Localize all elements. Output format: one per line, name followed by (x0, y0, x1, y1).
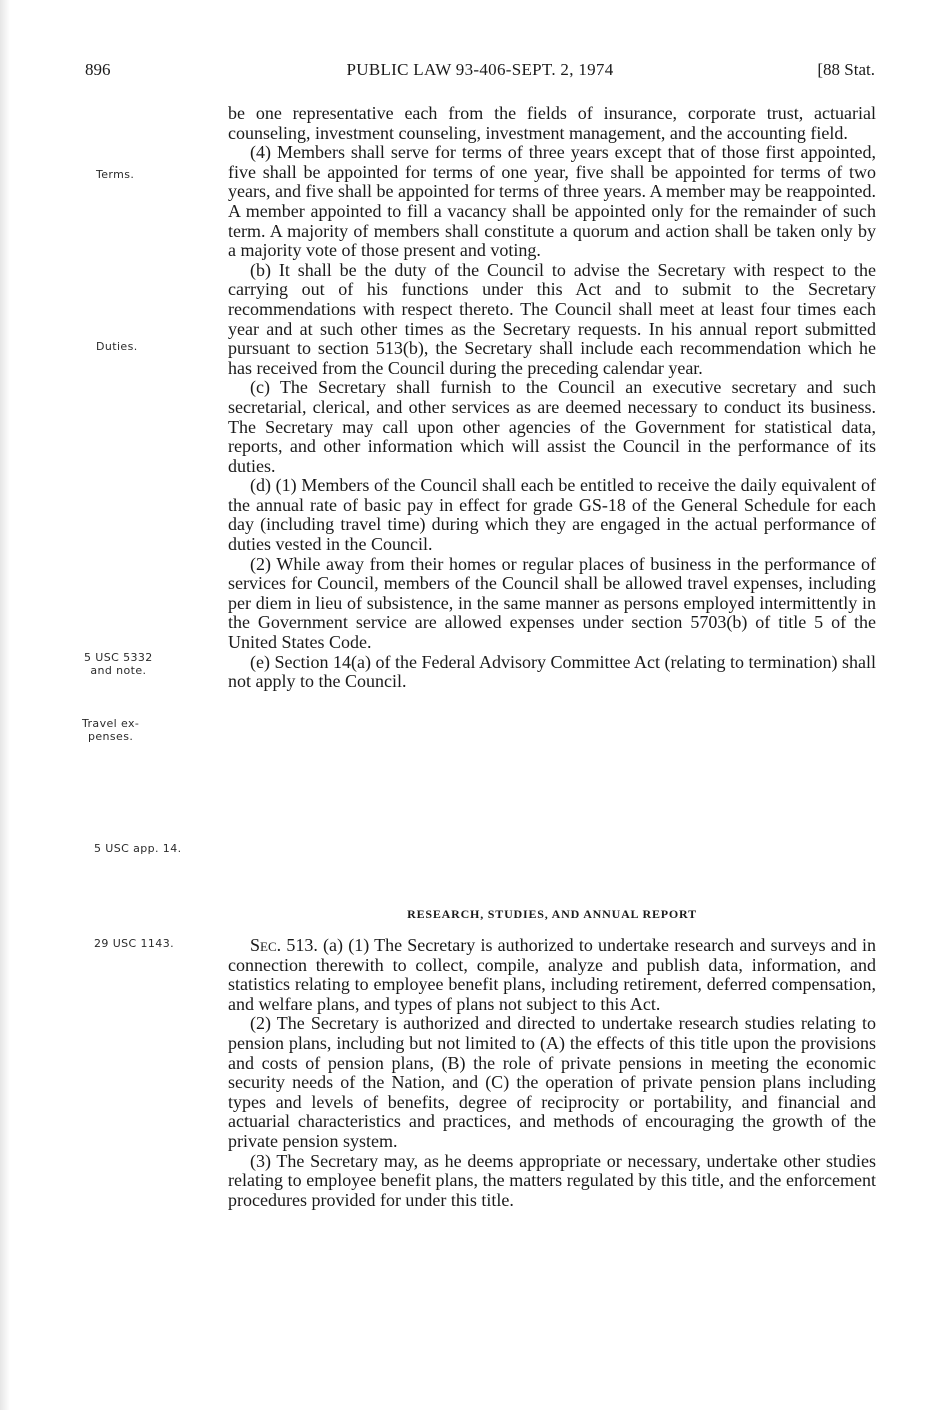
margin-note-line: Travel ex- (82, 717, 140, 730)
page-header (85, 60, 875, 86)
margin-note-line: and note. (90, 664, 147, 677)
margin-note-travel (82, 717, 139, 743)
margin-note-5usc-app14: 5 USC app. 14. (94, 842, 182, 855)
paragraph-text: 513. (a) (1) The Secretary is authorized to undertake research and surveys and in connection therewith to collect, compile, analyze and publish data, information, and statistics relating to employee benefit plans, including retirement, deferred compensation, and welfare plans, and types of plans not subject to this Act. (228, 935, 876, 1014)
paragraph-travel: (2) While away from their homes or regular places of business in the performance of services for Council, members of the Council shall be allowed travel expenses, including per diem in lieu of subsistence, in the same manner as persons employed intermittently in the Government service are allowed expenses under section 5703(b) of title 5 of the United States Code. (228, 553, 876, 653)
paragraph-compensation: (d) (1) Members of the Council shall each be entitled to receive the daily equivalent of the annual rate of basic pay in effect for grade GS-18 of the General Schedule for each day (including travel time) during which they are engaged in the actual performance of duties vested in the Council. (228, 475, 876, 555)
scan-edge (0, 0, 10, 1410)
page-number: 896 (85, 60, 111, 79)
paragraph-terms: (4) Members shall serve for terms of three years except that of those first appointed, five shall be appointed for terms of one year, five shall be appointed for terms of two years, and five shall be appointed for terms of three years. A member may be reappointed. A member appointed to fill a vacancy shall be appointed only for the remainder of such term. A majority of members shall constitute a quorum and action shall be taken only by a majority vote of those present and voting. (228, 142, 876, 261)
paragraph-duties: (b) It shall be the duty of the Council to advise the Secretary with respect to the carrying out of his functions under this Act and to submit to the Secretary recommendations with respect thereto. The Council shall meet at least four times each year and at such other times as the Secretary requests. In his annual report submitted pursuant to section 513(b), the Secretary shall include each recommendation which he has received from the Council during the preceding calendar year. (228, 259, 876, 378)
paragraph-sec513-a1 (228, 936, 876, 1014)
statute-reference: [88 Stat. (817, 60, 875, 79)
margin-note-line: 5 USC 5332 (84, 651, 153, 664)
paragraph-continuation: be one representative each from the fields of insurance, corporate trust, actuarial counseling, investment counseling, investment management, and the accounting field. (228, 103, 876, 143)
margin-note-terms: Terms. (96, 168, 135, 181)
margin-note-5usc5332 (84, 651, 153, 677)
main-text (228, 104, 876, 692)
margin-note-duties: Duties. (96, 340, 138, 353)
section-label: Sec. (250, 935, 282, 955)
margin-note-29usc1143: 29 USC 1143. (94, 937, 174, 950)
section-heading: RESEARCH, STUDIES, AND ANNUAL REPORT (407, 907, 697, 921)
margin-note-line: penses. (88, 730, 134, 743)
paragraph-sec513-a2: (2) The Secretary is authorized and directed to undertake research studies relating to pension plans, including but not limited to (A) the effects of this title upon the provisions and costs of pension plans, (B) the role of private pensions in meeting the economic security needs of the Nation, and (C) the operation of private pension plans including types and levels of benefits, degree of reciprocity or portability, and financial and actuarial characteristics and practices, and methods of encouraging the growth of the private pension system. (228, 1013, 876, 1151)
running-head: PUBLIC LAW 93-406-SEPT. 2, 1974 (346, 60, 614, 79)
paragraph-sec513-a3: (3) The Secretary may, as he deems appropriate or necessary, undertake other studies relating to employee benefit plans, the matters regulated by this title, and the enforcement procedures provided for under this title. (228, 1150, 876, 1210)
paragraph-services: (c) The Secretary shall furnish to the Council an executive secretary and such secretarial, clerical, and other services as are deemed necessary to conduct its business. The Secretary may call upon other agencies of the Government for statistical data, reports, and other information which will assist the Council in the performance of its duties. (228, 377, 876, 476)
paragraph-advisory-act: (e) Section 14(a) of the Federal Advisory Committee Act (relating to termination) shall not apply to the Council. (228, 651, 876, 692)
section-513 (228, 936, 876, 1210)
